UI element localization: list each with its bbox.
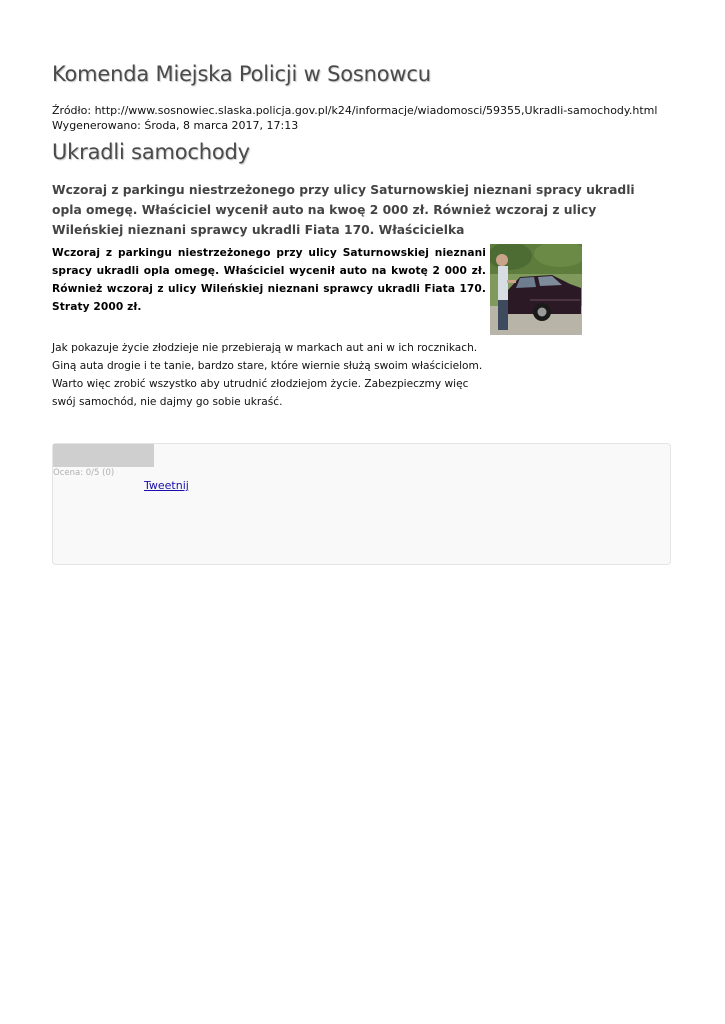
- document-meta: [52, 103, 657, 133]
- car-photo-image: [490, 244, 582, 335]
- site-title: Komenda Miejska Policji w Sosnowcu: [52, 62, 431, 86]
- tweet-link[interactable]: Tweetnij: [144, 479, 189, 492]
- generated-line: Wygenerowano: Środa, 8 marca 2017, 17:13: [52, 119, 299, 132]
- rating-stars[interactable]: [53, 444, 154, 467]
- article-body: Jak pokazuje życie złodzieje nie przebierają w markach aut ani w ich rocznikach. Giną auta drogie i te tanie, bardzo stare, które wiernie służą swoim właścicielom. Warto więc zrobić wszystko aby utrudnić złodziejom życie. Zabezpieczmy więc swój samochód, nie dajmy go sobie ukraść.: [52, 342, 483, 408]
- article-title: Ukradli samochody: [52, 140, 250, 164]
- article-intro: Wczoraj z parkingu niestrzeżonego przy ulicy Saturnowskiej nieznani spracy ukradli opla omegę. Właściciel wycenił auto na kwotę 2 000 zł. Również wczoraj z ulicy Wileńskiej nieznani sprawcy ukradli Fiata 170. Straty 2000 zł.: [52, 247, 486, 313]
- rating-panel: [52, 443, 671, 565]
- car-photo: [490, 244, 582, 335]
- article-lead: Wczoraj z parkingu niestrzeżonego przy ulicy Saturnowskiej nieznani spracy ukradli opla omegę. Właściciel wycenił auto na kwoę 2 000 zł. Również wczoraj z ulicy Wileńskiej nieznani sprawcy ukradli Fiata 170. Właścicielka: [52, 183, 635, 237]
- source-line: Źródło: http://www.sosnowiec.slaska.policja.gov.pl/k24/informacje/wiadomosci/59355,Ukradli-samochody.html: [52, 104, 658, 117]
- rating-text: Ocena: 0/5 (0): [53, 468, 115, 478]
